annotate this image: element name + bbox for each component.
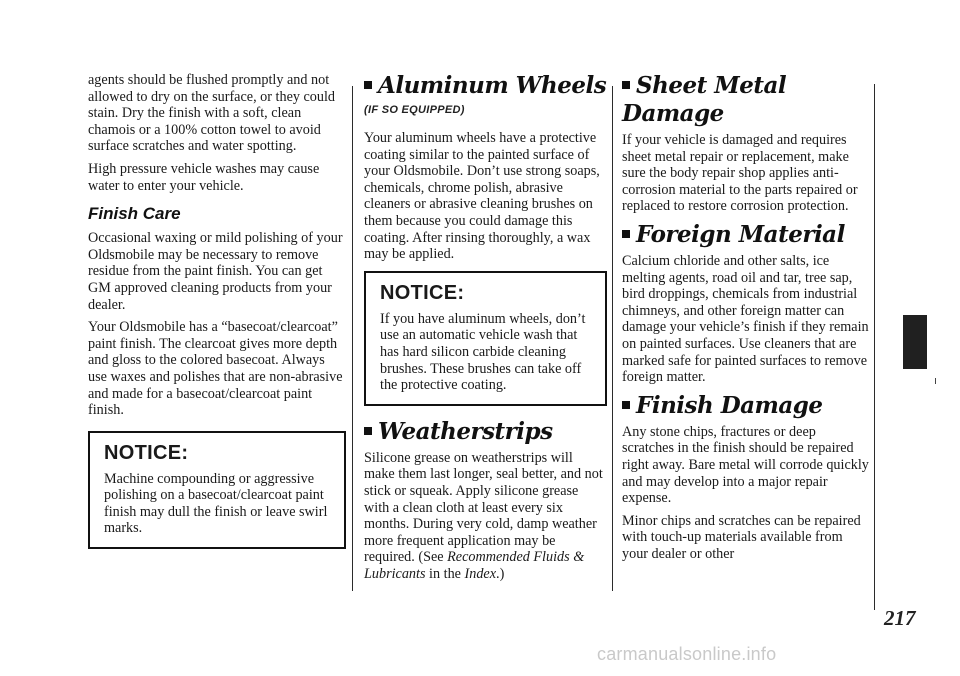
column-right [622, 72, 870, 568]
heading-finish-care: Finish Care [88, 204, 181, 224]
heading-text: Weatherstrips [378, 417, 553, 445]
square-bullet-icon [622, 401, 630, 409]
page-number: 217 [884, 606, 916, 630]
paragraph-minor-chips: Minor chips and scratches can be repaired with touch-up materials available from your dealer or other [622, 512, 861, 562]
paragraph-flushing: agents should be flushed promptly and not allowed to dry on the surface, or they could stain. Dry the finish with a soft, clean chamois or a 100% cotton towel to avoid surface scratches and water spotting. [88, 72, 336, 155]
if-equipped-label: (IF SO EQUIPPED) [364, 104, 465, 116]
paragraph-weatherstrips [364, 450, 607, 583]
column-divider [352, 86, 353, 591]
notice-body: If you have aluminum wheels, don’t use an automatic vehicle wash that has hard silicon carbide cleaning brushes. These brushes can take off the protective coating. [380, 310, 586, 394]
paragraph-finish-damage: Any stone chips, fractures or deep scratches in the finish should be repaired right away. Bare metal will corrode quickly and may develop into a major repair expense. [622, 423, 869, 507]
heading-aluminum-wheels [364, 72, 607, 100]
notice-body: Machine compounding or aggressive polishing on a basecoat/clearcoat paint finish may dull the finish or leave swirl marks. [104, 470, 328, 537]
section-tab-marker [903, 315, 927, 369]
tab-tick-mark [935, 378, 936, 384]
reference-fluids: Recommended Fluids & Lubricants [364, 549, 585, 582]
square-bullet-icon [622, 230, 630, 238]
page-edge-rule [874, 84, 875, 610]
paragraph-pressure-wash: High pressure vehicle washes may cause water to enter your vehicle. [88, 160, 320, 194]
heading-text: Foreign Material [636, 220, 845, 248]
heading-foreign-material [622, 221, 870, 249]
notice-title: NOTICE: [104, 441, 189, 464]
paragraph-sheet-metal: If your vehicle is damaged and requires sheet metal repair or replacement, make sure the body repair shop applies anti-corrosion material to the parts repaired or replaced to restore corrosion protection. [622, 132, 858, 215]
heading-weatherstrips [364, 418, 607, 446]
square-bullet-icon [622, 81, 630, 89]
notice-title: NOTICE: [380, 281, 465, 304]
notice-box-car-wash [364, 271, 607, 406]
square-bullet-icon [364, 427, 372, 435]
text-run: Silicone grease on weatherstrips will make them last longer, seal better, and not stick or squeak. Apply silicone grease with a clean cloth at least every six months. During very cold, damp weather more frequent application may be required. (See [364, 449, 603, 566]
heading-sheet-metal-damage [622, 72, 870, 128]
heading-text: Finish Damage [636, 391, 823, 419]
heading-finish-damage [622, 392, 870, 420]
text-run: in the [425, 565, 465, 582]
paragraph-foreign-material: Calcium chloride and other salts, ice melting agents, road oil and tar, tree sap, bird droppings, chemicals from industrial chimneys, and other foreign matter can damage your vehicle’s finish if they remain on painted surfaces. Use cleaners that are marked safe for painted surfaces to remove foreign matter. [622, 252, 869, 386]
square-bullet-icon [364, 81, 372, 89]
column-left [88, 72, 346, 561]
heading-text: Aluminum Wheels [378, 72, 607, 99]
reference-index: Index [464, 565, 497, 582]
heading-text: Sheet Metal Damage [622, 72, 787, 127]
watermark-text: carmanualsonline.info [597, 644, 777, 664]
column-divider [612, 86, 613, 591]
paragraph-basecoat: Your Oldsmobile has a “basecoat/clearcoat” paint finish. The clearcoat gives more depth and gloss to the colored basecoat. Always use waxes and polishes that are non-abrasive and made for a basecoat/clearcoat paint finish. [88, 319, 343, 419]
notice-box-polishing [88, 431, 346, 549]
column-middle [364, 72, 607, 588]
paragraph-aluminum-wheels: Your aluminum wheels have a protective coating similar to the painted surface of your Oldsmobile. Don’t use strong soaps, chemicals, chrome polish, abrasive cleaners or abrasive cleaning brushes on them because you could damage this coating. After rinsing thoroughly, a wax may be applied. [364, 130, 600, 263]
text-run: .) [496, 565, 505, 582]
paragraph-waxing: Occasional waxing or mild polishing of your Oldsmobile may be necessary to remove residue from the paint finish. You can get GM approved cleaning products from your dealer. [88, 230, 343, 313]
